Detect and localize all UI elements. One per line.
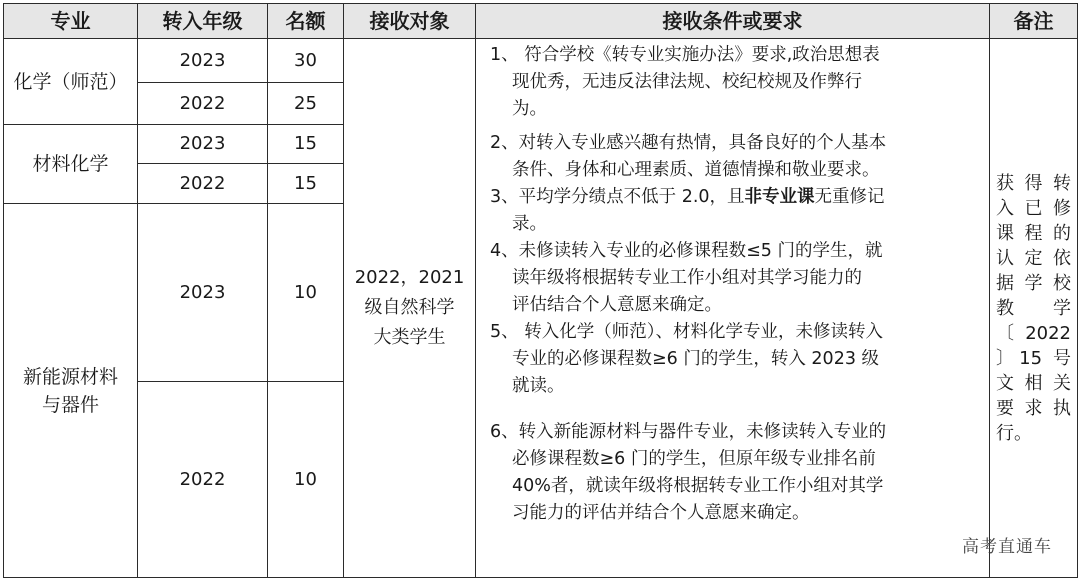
grade-cell: 2022 bbox=[138, 382, 268, 578]
target-cell: 2022，2021 级自然科学 大类学生 bbox=[344, 39, 476, 578]
requirement-item: 2、对转入专业感兴趣有热情，具备良好的个人基本 条件、身体和心理素质、道德情操和敬业要求。 bbox=[490, 133, 887, 180]
requirement-item: 5、 转入化学（师范）、材料化学专业，未修读转入 专业的必修课程数≥6 门的学生，转入 2023 级 就读。 bbox=[490, 322, 883, 396]
quota-cell: 25 bbox=[268, 83, 344, 125]
major-cell: 化学（师范） bbox=[4, 39, 138, 125]
quota-cell: 15 bbox=[268, 125, 344, 164]
requirements-cell bbox=[476, 39, 990, 578]
table-row bbox=[4, 39, 1078, 83]
requirement-item: 4、未修读转入专业的必修课程数≤5 门的学生，就 读年级将根据转专业工作小组对其学习能力的 评估结合个人意愿来确定。 bbox=[490, 241, 883, 315]
grade-cell: 2023 bbox=[138, 125, 268, 164]
grade-cell: 2022 bbox=[138, 164, 268, 204]
quota-cell: 15 bbox=[268, 164, 344, 204]
requirement-item: 6、转入新能源材料与器件专业，未修读转入专业的 必修课程数≥6 门的学生，但原年级专业排名前 40%者，就读年级将根据转专业工作小组对其学 习能力的评估并结合个人意愿来确定。 bbox=[490, 422, 887, 523]
requirement-item: 3、平均学分绩点不低于 2.0，且非专业课无重修记 录。 bbox=[490, 187, 885, 234]
note-cell: 获得转 入已修 课程的 认定依 据学校 教 学 〔 2022 〕15 号 文相关 要求执 行。 bbox=[990, 39, 1078, 578]
quota-cell: 30 bbox=[268, 39, 344, 83]
header-note: 备注 bbox=[990, 4, 1078, 39]
header-grade: 转入年级 bbox=[138, 4, 268, 39]
grade-cell: 2023 bbox=[138, 204, 268, 382]
header-target: 接收对象 bbox=[344, 4, 476, 39]
grade-cell: 2022 bbox=[138, 83, 268, 125]
quota-cell: 10 bbox=[268, 382, 344, 578]
header-major: 专业 bbox=[4, 4, 138, 39]
grade-cell: 2023 bbox=[138, 39, 268, 83]
header-row bbox=[4, 4, 1078, 39]
quota-cell: 10 bbox=[268, 204, 344, 382]
major-cell: 材料化学 bbox=[4, 125, 138, 204]
header-requirements: 接收条件或要求 bbox=[476, 4, 990, 39]
transfer-table bbox=[3, 3, 1078, 578]
header-quota: 名额 bbox=[268, 4, 344, 39]
emphasis-text: 非专业课 bbox=[744, 187, 815, 207]
requirement-item: 1、 符合学校《转专业实施办法》要求,政治思想表 现优秀，无违反法律法规、校纪校规及作弊行 为。 bbox=[490, 45, 880, 119]
major-cell: 新能源材料 与器件 bbox=[4, 204, 138, 578]
watermark: 高考直通车 bbox=[962, 537, 1052, 557]
